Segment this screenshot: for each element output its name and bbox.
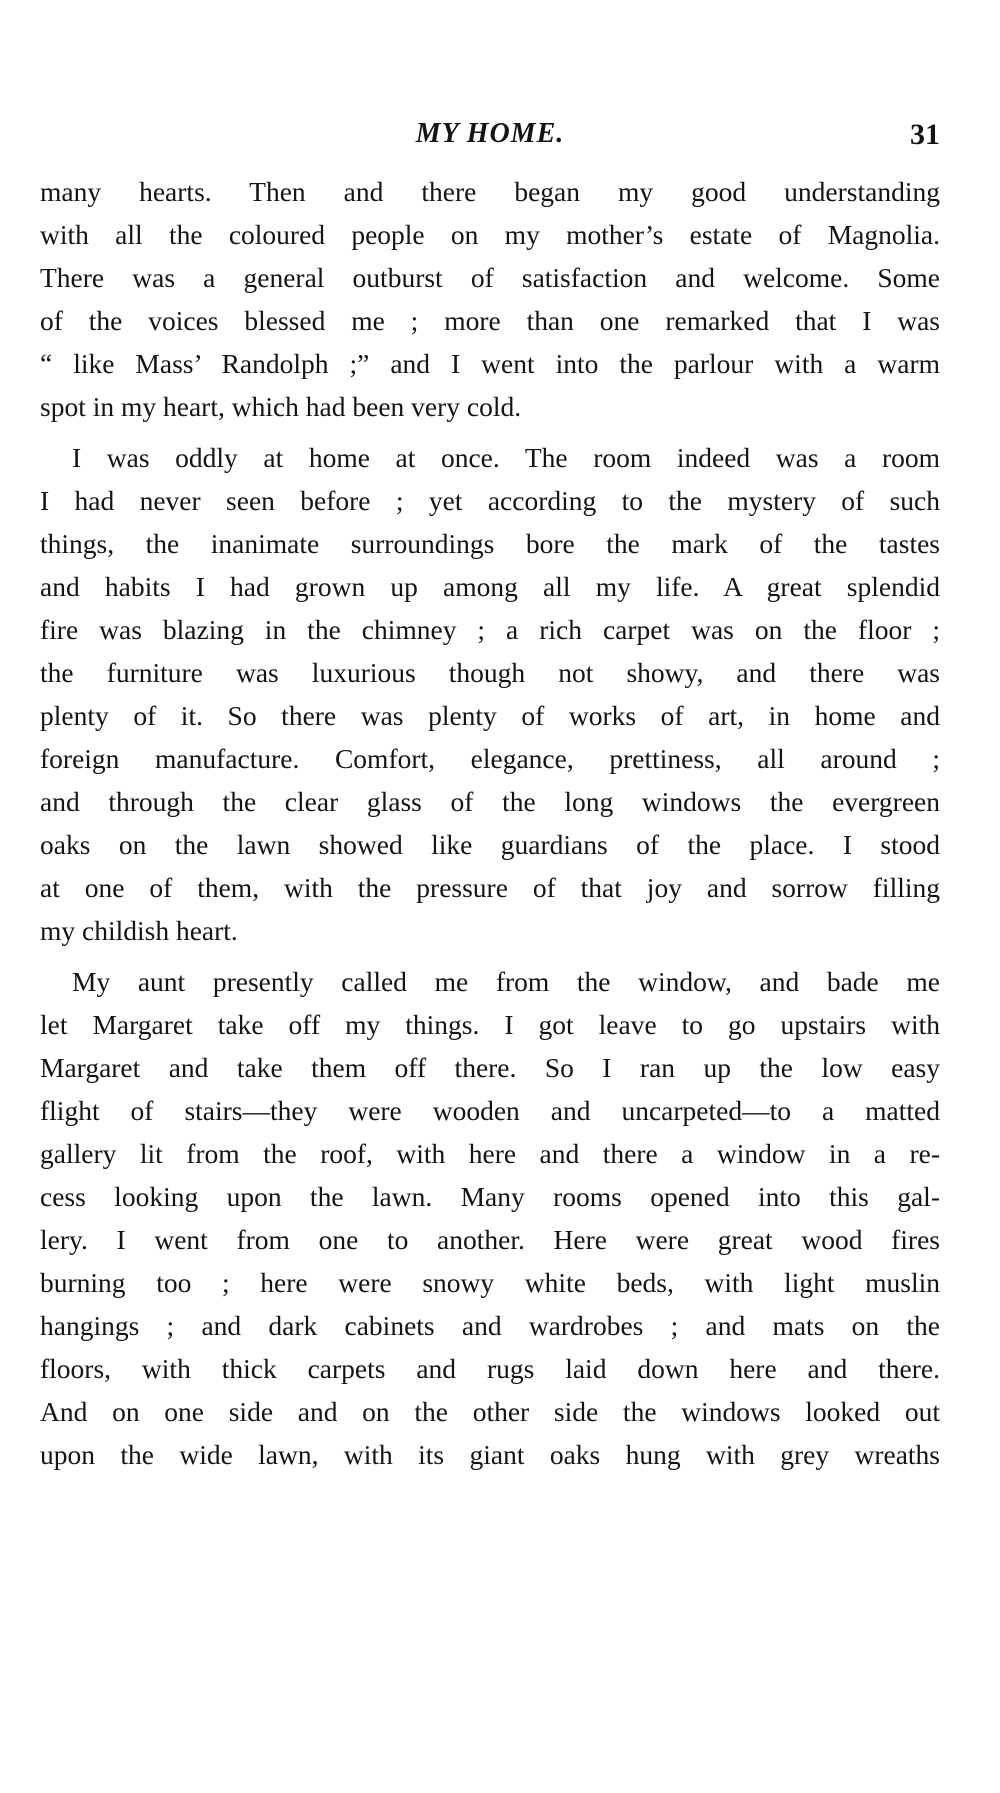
paragraph-3-line-4: flight of stairs—they were wooden and uncarpeted—to a matted [40,1095,940,1126]
paragraph-3-line-5: gallery lit from the roof, with here and there a window in a re- [40,1138,940,1169]
paragraph-2-line-11: at one of them, with the pressure of that joy and sorrow filling [40,872,940,903]
paragraph-1-line-1: many hearts. Then and there began my good understanding [40,176,940,207]
paragraph-1-line-5: “ like Mass’ Randolph ;” and I went into the parlour with a warm [40,348,940,379]
paragraph-1-line-3: There was a general outburst of satisfaction and welcome. Some [40,262,940,293]
paragraph-1-line-6: spot in my heart, which had been very cold. [40,391,522,422]
paragraph-2-line-8: foreign manufacture. Comfort, elegance, prettiness, all around ; [40,743,940,774]
paragraph-3-line-12: upon the wide lawn, with its giant oaks hung with grey wreaths [40,1439,940,1470]
running-title: MY HOME. [415,118,565,149]
paragraph-2-line-7: plenty of it. So there was plenty of works of art, in home and [40,700,940,731]
paragraph-2-line-3: things, the inanimate surroundings bore the mark of the tastes [40,528,940,559]
paragraph-3-line-10: floors, with thick carpets and rugs laid down here and there. [40,1353,940,1384]
body-text [40,170,940,1484]
paragraph-2-line-9: and through the clear glass of the long windows the evergreen [40,786,940,817]
running-head [40,118,940,158]
paragraph-3-line-7: lery. I went from one to another. Here were great wood fires [40,1224,940,1255]
paragraph-2-line-6: the furniture was luxurious though not showy, and there was [40,657,940,688]
paragraph-3-line-2: let Margaret take off my things. I got leave to go upstairs with [40,1009,940,1040]
paragraph-2-line-2: I had never seen before ; yet according to the mystery of such [40,485,940,516]
paragraph-3-line-6: cess looking upon the lawn. Many rooms opened into this gal- [40,1181,940,1212]
paragraph-3-line-11: And on one side and on the other side the windows looked out [40,1396,940,1427]
paragraph-2-line-12: my childish heart. [40,915,238,946]
paragraph-2-line-5: fire was blazing in the chimney ; a rich carpet was on the floor ; [40,614,940,645]
paragraph-2-line-10: oaks on the lawn showed like guardians of the place. I stood [40,829,940,860]
book-page [40,0,940,1793]
paragraph-3-line-1: My aunt presently called me from the window, and bade me [72,966,940,997]
paragraph-2-line-4: and habits I had grown up among all my life. A great splendid [40,571,940,602]
paragraph-3-line-8: burning too ; here were snowy white beds, with light muslin [40,1267,940,1298]
paragraph-1-line-2: with all the coloured people on my mother’s estate of Magnolia. [40,219,940,250]
paragraph-3-line-9: hangings ; and dark cabinets and wardrobes ; and mats on the [40,1310,940,1341]
paragraph-2-line-1: I was oddly at home at once. The room indeed was a room [72,442,940,473]
paragraph-3-line-3: Margaret and take them off there. So I ran up the low easy [40,1052,940,1083]
paragraph-1-line-4: of the voices blessed me ; more than one remarked that I was [40,305,940,336]
page-number: 31 [910,118,940,151]
